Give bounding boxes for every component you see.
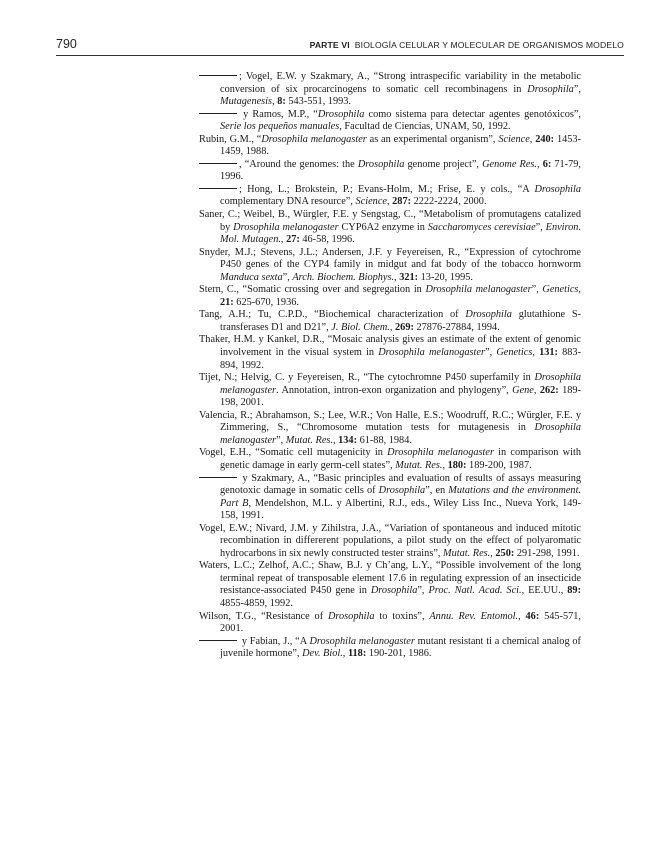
- reference-italic-text: Arch. Biochem. Biophys.: [292, 271, 395, 283]
- reference-text: 545-571, 2001.: [220, 610, 582, 635]
- reference-italic-text: Mutations and the environment. Part B: [220, 485, 582, 509]
- reference-entry: [199, 184, 581, 209]
- reference-text: y Fabian, J., “A: [239, 635, 310, 647]
- reference-text: , Mendelshon, M.L. y Albertini, R.J., eds., Wiley Liss Inc., Nueva York, 149-158, 1991.: [220, 497, 582, 522]
- reference-text: glutathione S-transferases D1 and D21”,: [220, 309, 581, 333]
- reference-italic-text: Annu. Rev. Entomol.: [429, 610, 519, 622]
- reference-entry: [199, 209, 581, 247]
- reference-volume: 240:: [535, 133, 555, 145]
- reference-italic-text: Drosophila: [357, 158, 405, 170]
- reference-text: Stern, C., “Somatic crossing over and segregation in: [199, 284, 426, 296]
- reference-entry: [199, 410, 581, 448]
- reference-text: ,: [518, 610, 526, 622]
- author-repeat-rule: [199, 188, 237, 189]
- reference-volume: 321:: [399, 271, 419, 283]
- reference-text: ,: [386, 196, 393, 208]
- reference-text: Vogel, E.W.; Nivard, J.M. y Zihilstra, J.A., “Variation of spontaneous and induced mitotic recombination in differerent populations, a pilot study on the effect of polyaromatic hydrocarbons in six newly constructed tester strains”,: [199, 522, 581, 559]
- reference-italic-text: Drosophila: [527, 83, 574, 95]
- section-title: BIOLOGÍA CELULAR Y MOLECULAR DE ORGANISMOS MODELO: [354, 40, 624, 50]
- reference-text: ”, en: [425, 485, 449, 497]
- reference-italic-text: J. Biol. Chem.: [331, 321, 390, 333]
- reference-text: 46-58, 1996.: [299, 234, 355, 246]
- reference-text: 189-200, 1987.: [466, 459, 532, 471]
- reference-entry: [199, 247, 581, 285]
- reference-text: Rubin, G.M., “: [199, 133, 262, 145]
- reference-text: ”,: [485, 347, 497, 359]
- reference-volume: 27:: [286, 234, 300, 246]
- reference-text: 543-551, 1993.: [285, 96, 352, 108]
- reference-text: Tijet, N.; Helvig, C. y Feyereisen, R., “The cytochromne P450 superfamily in: [199, 372, 535, 384]
- reference-text: to toxins”,: [374, 610, 430, 622]
- reference-text: , Facultad de Ciencias, UNAM, 50, 1992.: [339, 121, 511, 133]
- reference-italic-text: Saccharomyces cerevisiae: [427, 221, 536, 233]
- reference-italic-text: Drosophila melanogaster: [220, 422, 581, 446]
- reference-text: 1453-1459, 1988.: [220, 133, 581, 158]
- reference-italic-text: Dev. Biol.: [302, 648, 343, 660]
- reference-text: Vogel, E.H., “Somatic cell mutagenicity in: [199, 447, 388, 459]
- reference-italic-text: Drosophila: [327, 610, 375, 622]
- reference-italic-text: Mutat. Res.: [395, 459, 443, 471]
- reference-italic-text: Mutat. Res.: [285, 434, 333, 446]
- reference-italic-text: Science: [355, 196, 387, 208]
- reference-entry: [199, 473, 581, 523]
- reference-volume: 46:: [525, 610, 540, 622]
- reference-text: ,: [280, 234, 287, 246]
- reference-entry: [199, 109, 581, 134]
- reference-text: ”,: [417, 585, 429, 597]
- reference-text: como sistema para detectar agentes genotóxicos”,: [364, 108, 581, 120]
- reference-italic-text: Genetics: [542, 284, 579, 296]
- reference-italic-text: Drosophila: [465, 309, 512, 321]
- author-repeat-rule: [199, 477, 237, 478]
- reference-text: ,: [332, 434, 339, 446]
- reference-text: 883-894, 1992.: [220, 347, 582, 371]
- reference-text: Saner, C.; Weibel, B., Würgler, F.E. y Sengstag, C., “Metabolism of promutagens catalized by: [199, 209, 581, 233]
- reference-text: . Annotation, intron-exon organization and phylogeny”,: [276, 384, 513, 396]
- reference-text: ,: [342, 648, 348, 660]
- reference-italic-text: Proc. Natl. Acad. Sci.: [428, 585, 522, 597]
- reference-text: 27876-27884, 1994.: [413, 321, 500, 333]
- reference-volume: 6:: [542, 158, 552, 170]
- reference-text: in comparison with genetic damage in early germ-cell states”,: [220, 447, 581, 471]
- reference-italic-text: Genetics: [496, 347, 533, 359]
- reference-entry: [199, 372, 581, 410]
- reference-text: ,: [490, 547, 496, 559]
- reference-text: 189-198, 2001.: [220, 384, 581, 409]
- reference-text: Wilson, T.G., “Resistance of: [199, 610, 328, 622]
- reference-text: ,: [536, 158, 543, 170]
- reference-text: ”,: [531, 284, 543, 296]
- reference-volume: 180:: [447, 459, 467, 471]
- author-repeat-rule: [199, 75, 237, 76]
- author-repeat-rule: [199, 163, 237, 164]
- reference-text: 625-670, 1936.: [233, 296, 299, 308]
- reference-text: 4855-4859, 1992.: [220, 597, 293, 609]
- reference-entry: [199, 334, 581, 372]
- reference-text: ,: [394, 271, 400, 283]
- reference-volume: 131:: [539, 347, 558, 359]
- reference-text: ”,: [535, 221, 546, 233]
- reference-italic-text: Drosophila: [534, 183, 581, 195]
- reference-text: ,: [533, 384, 540, 396]
- reference-entry: [199, 134, 581, 159]
- reference-text: 291-298, 1991.: [514, 547, 580, 559]
- reference-volume: 269:: [395, 321, 414, 333]
- reference-italic-text: Serie los pequeños manuales: [220, 121, 340, 133]
- reference-text: ,: [272, 96, 278, 108]
- reference-text: ”,: [276, 434, 286, 446]
- reference-italic-text: Drosophila melanogaster: [378, 347, 485, 359]
- reference-volume: 118:: [347, 648, 367, 660]
- reference-entry: [199, 71, 581, 109]
- reference-entry: [199, 636, 581, 661]
- reference-entry: [199, 309, 581, 334]
- reference-text: ,: [529, 133, 536, 145]
- reference-italic-text: Manduca sexta: [220, 271, 283, 283]
- reference-entry: [199, 560, 581, 610]
- reference-italic-text: Drosophila melanogaster: [233, 221, 339, 233]
- reference-text: , EE.UU.,: [521, 585, 568, 597]
- reference-italic-text: Drosophila: [378, 485, 426, 497]
- author-repeat-rule: [199, 640, 237, 641]
- part-label: PARTE VI: [309, 40, 350, 50]
- reference-volume: 262:: [539, 384, 559, 396]
- reference-entry: [199, 523, 581, 561]
- reference-italic-text: Mutat. Res.: [443, 547, 491, 559]
- reference-italic-text: Drosophila melanogaster: [425, 284, 532, 296]
- reference-text: 190-201, 1986.: [366, 648, 432, 660]
- reference-volume: 89:: [567, 585, 581, 597]
- reference-text: Waters, L.C.; Zelhof, A.C.; Shaw, B.J. y Ch’ang, L.Y., “Possible involvement of the long terminal repeat of transposable element 17.6 in regulating expression of an insecticide resistance-associated P450 gene in: [199, 560, 581, 597]
- reference-italic-text: Genome Res.: [482, 158, 537, 170]
- page-number: 790: [56, 37, 77, 51]
- reference-volume: 134:: [338, 434, 357, 446]
- reference-text: 2222-2224, 2000.: [411, 196, 487, 208]
- author-repeat-rule: [199, 113, 237, 114]
- reference-text: y Szakmary, A., “Basic principles and evaluation of results of assays measuring genotoxic damage in somatic cells of: [220, 472, 581, 497]
- reference-text: ,: [442, 459, 448, 471]
- reference-text: ”,: [573, 83, 581, 95]
- reference-entry: [199, 284, 581, 309]
- reference-italic-text: Drosophila melanogaster: [220, 372, 581, 396]
- reference-text: ”,: [282, 271, 293, 283]
- reference-text: , “Around the genomes: the: [239, 158, 358, 170]
- reference-volume: 250:: [495, 547, 515, 559]
- reference-italic-text: Drosophila: [370, 585, 418, 597]
- reference-text: ,: [532, 347, 540, 359]
- reference-entry: [199, 159, 581, 184]
- running-head: [310, 40, 624, 50]
- reference-text: ; Vogel, E.W. y Szakmary, A., “Strong intraspecific variability in the metabolic conversion of six procarcinogens to somatic cell recombinagens in: [220, 71, 581, 95]
- reference-italic-text: Mutagenesis: [220, 96, 273, 108]
- reference-text: ; Hong, L.; Brokstein, P.; Evans-Holm, M.; Frise, E. y cols., “A: [239, 183, 535, 195]
- reference-text: Snyder, M.J.; Stevens, J.L.; Andersen, J.F. y Feyereisen, R., “Expression of cytochrome P450 genes of the CYP4 family in midgut and fat body of the tobacco hornworm: [199, 246, 581, 271]
- reference-volume: 8:: [277, 96, 286, 108]
- reference-text: complementary DNA resource”,: [220, 196, 356, 208]
- reference-text: 61-88, 1984.: [357, 434, 412, 446]
- reference-text: mutant resistant ti a chemical analog of juvenile hormone”,: [220, 635, 581, 660]
- header-rule: [56, 55, 624, 56]
- reference-text: 13-20, 1995.: [418, 271, 473, 283]
- reference-volume: 21:: [220, 296, 234, 308]
- reference-text: genome project”,: [404, 158, 483, 170]
- reference-text: ,: [389, 321, 396, 333]
- reference-text: as an experimental organism”,: [366, 133, 499, 145]
- reference-text: Thaker, H.M. y Kankel, D.R., “Mosaic analysis gives an estimate of the extent of genomic involvement in the visual system in: [199, 334, 581, 359]
- reference-text: y Ramos, M.P., “: [239, 108, 318, 120]
- reference-italic-text: Science: [498, 133, 530, 145]
- reference-text: Valencia, R.; Abrahamson, S.; Lee, W.R.; Von Halle, E.S.; Woodruff, R.C.; Würgler, F.E. y Zimmering, S., “Chromosome mutation tests for mutagenesis in: [199, 409, 581, 434]
- reference-italic-text: Drosophila melanogaster: [309, 635, 415, 647]
- reference-italic-text: Drosophila: [317, 108, 365, 120]
- reference-text: ,: [578, 284, 581, 296]
- reference-text: 71-79, 1996.: [220, 158, 581, 183]
- reference-italic-text: Drosophila melanogaster: [261, 133, 367, 145]
- reference-entry: [199, 611, 581, 636]
- reference-italic-text: Gene: [512, 384, 534, 396]
- reference-text: CYP6A2 enzyme in: [338, 221, 428, 233]
- reference-volume: 287:: [392, 196, 412, 208]
- reference-text: Tang, A.H.; Tu, C.P.D., “Biochemical characterization of: [199, 309, 466, 321]
- reference-italic-text: Drosophila melanogaster: [387, 447, 494, 459]
- reference-list: [199, 71, 581, 661]
- reference-entry: [199, 447, 581, 472]
- reference-italic-text: Environ. Mol. Mutagen.: [220, 221, 582, 246]
